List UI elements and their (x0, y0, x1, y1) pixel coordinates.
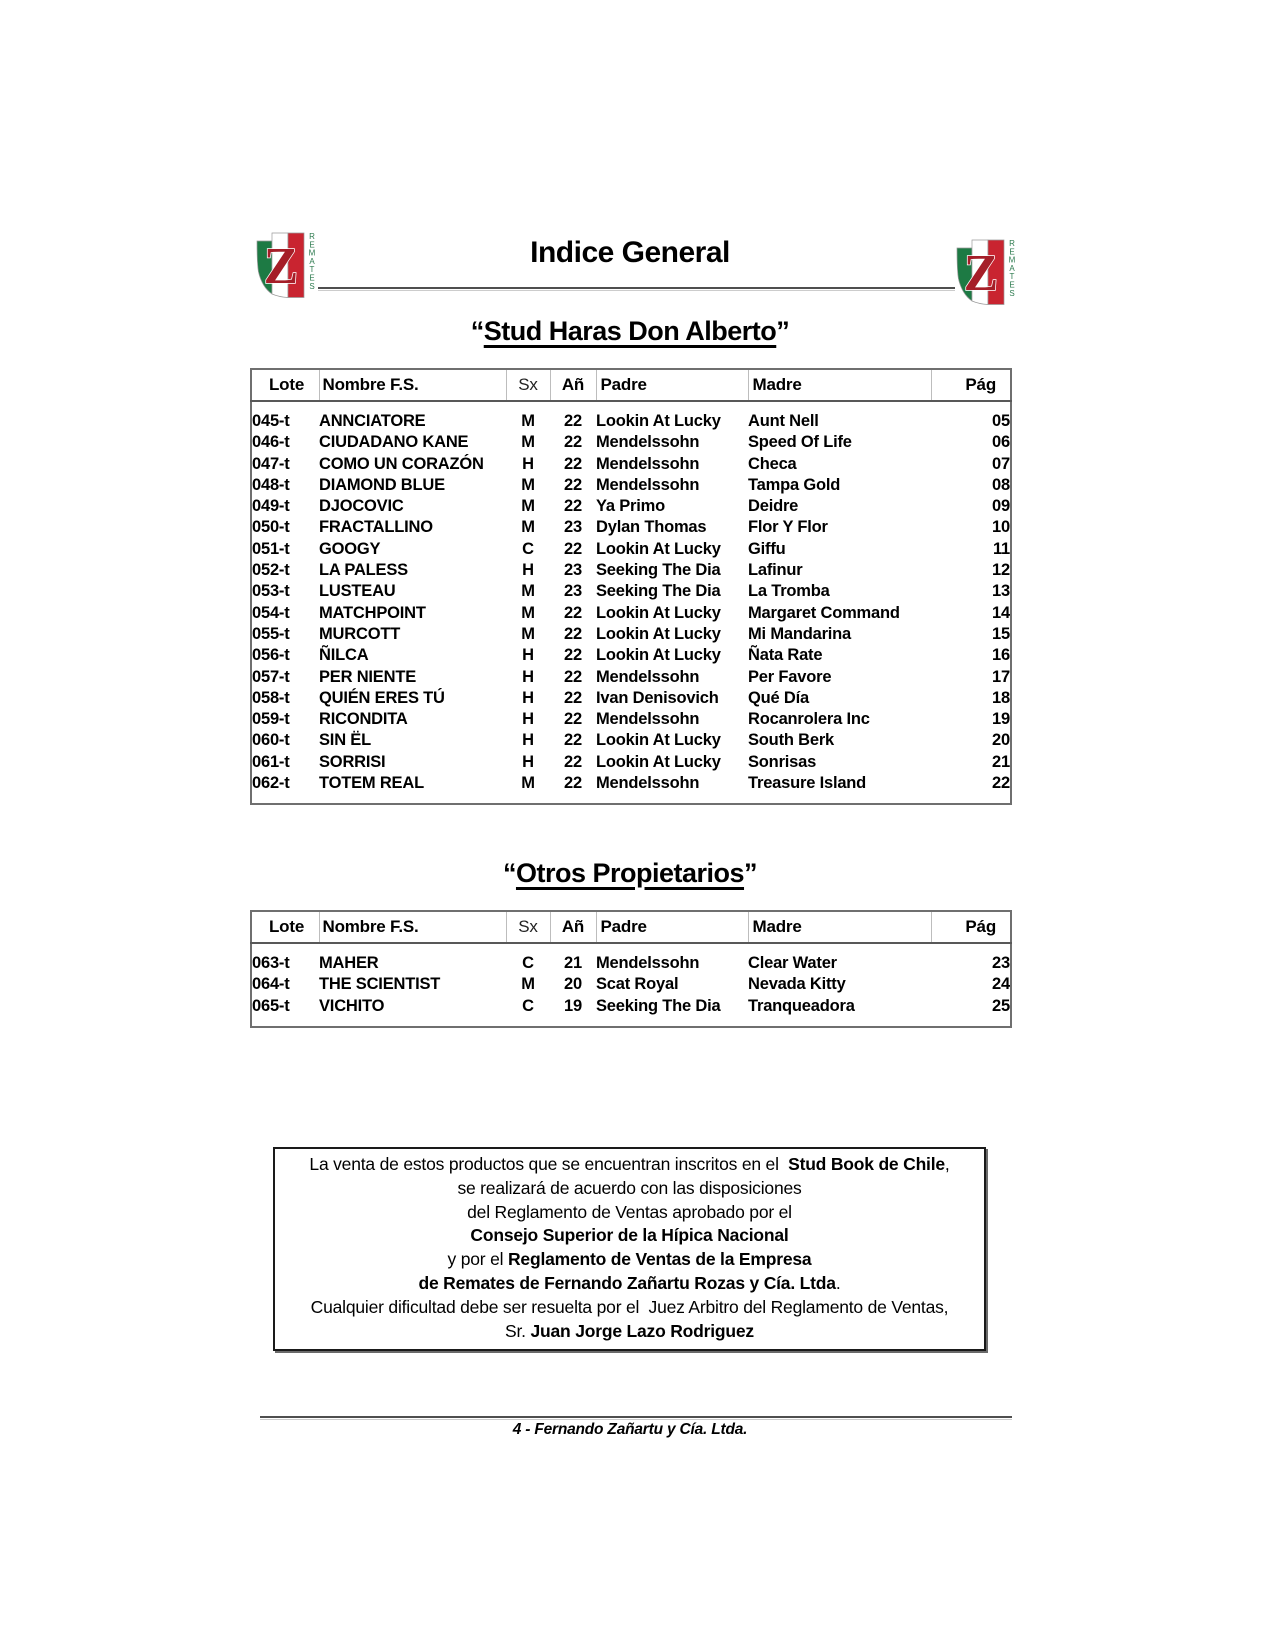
table-cell-sx: C (522, 954, 534, 972)
table-cell-lote: 061-t (252, 752, 290, 771)
header-rule (318, 287, 955, 291)
table-cell-an: 22 (564, 412, 582, 430)
notice-text-segment: Cualquier dificultad debe ser resuelta por el Juez Arbitro del Reglamento de Ventas, (310, 1296, 949, 1317)
table-cell-an: 19 (564, 996, 582, 1015)
table-cell-nombre: MURCOTT (319, 624, 401, 643)
table-cell-sx: H (522, 561, 534, 580)
column-header-pag: Pág (931, 911, 1011, 943)
table-cell-lote: 065-t (252, 996, 290, 1015)
table-row (251, 454, 1011, 475)
logo-vertical-text: R E M A T E S (308, 232, 316, 291)
table-cell-padre: Lookin At Lucky (596, 412, 721, 430)
table-cell-pag: 19 (992, 710, 1010, 729)
table-body (251, 401, 1011, 804)
footer-text: 4 - Fernando Zañartu y Cía. Ltda. (512, 1421, 748, 1438)
table-cell-sx: H (522, 710, 534, 729)
table-row (251, 560, 1011, 581)
notice-line (285, 1177, 974, 1201)
column-header-lote: Lote (251, 911, 319, 943)
table-cell-lote: 045-t (252, 412, 290, 430)
table-cell-sx: M (521, 582, 535, 601)
table-cell-nombre: COMO UN CORAZÓN (319, 454, 484, 473)
table-cell-sx: C (522, 539, 534, 558)
notice-text-segment: Sr. (505, 1320, 531, 1341)
table-cell-padre: Scat Royal (596, 975, 679, 994)
table-cell-padre: Mendelssohn (596, 667, 700, 686)
table-cell-pag: 07 (992, 454, 1010, 473)
table-cell-lote: 058-t (252, 688, 290, 707)
table-cell-nombre: DIAMOND BLUE (319, 475, 445, 494)
table-cell-nombre: FRACTALLINO (319, 518, 433, 537)
notice-line (285, 1248, 974, 1272)
logo-letter-z: Z (963, 245, 999, 302)
notice-text-segment: Juan Jorge Lazo Rodriguez (530, 1320, 754, 1341)
table-cell-nombre: VICHITO (319, 996, 385, 1015)
notice-line (285, 1153, 974, 1177)
table-cell-an: 23 (564, 561, 582, 580)
table-cell-lote: 053-t (252, 582, 290, 601)
table-row (251, 517, 1011, 538)
table-cell-madre: Qué Día (748, 688, 809, 707)
notice-line (285, 1201, 974, 1225)
table-row (251, 730, 1011, 751)
table-cell-sx: H (522, 688, 534, 707)
table-row (251, 773, 1011, 804)
notice-text-segment: Stud Book de Chile (788, 1154, 945, 1174)
table-cell-lote: 055-t (252, 624, 290, 643)
table-cell-padre: Mendelssohn (596, 475, 700, 494)
table-cell-an: 22 (564, 433, 582, 452)
table-cell-an: 22 (564, 667, 582, 686)
table-cell-sx: H (522, 454, 534, 473)
table-cell-padre: Ya Primo (596, 497, 666, 516)
table-cell-nombre: LUSTEAU (319, 582, 396, 601)
table-cell-madre: Rocanrolera Inc (748, 710, 870, 729)
table-cell-lote: 063-t (252, 954, 290, 972)
table-cell-lote: 054-t (252, 603, 290, 622)
table-cell-padre: Mendelssohn (596, 774, 700, 793)
table-cell-pag: 09 (992, 497, 1010, 516)
column-header-sx: Sx (506, 911, 550, 943)
page-title: Indice General (530, 236, 730, 269)
table-row (251, 475, 1011, 496)
column-header-nombre: Nombre F.S. (319, 911, 506, 943)
table-cell-pag: 11 (992, 539, 1010, 558)
section-title-stud-haras-don-alberto (250, 316, 1010, 347)
table-cell-madre: Speed Of Life (748, 433, 852, 452)
column-header-sx: Sx (506, 369, 550, 401)
table-cell-nombre: MAHER (319, 954, 379, 972)
table-cell-an: 22 (564, 603, 582, 622)
table-cell-madre: Checa (748, 454, 797, 473)
table-body (251, 943, 1011, 1027)
table-row (251, 624, 1011, 645)
table-cell-pag: 22 (992, 774, 1010, 793)
table-cell-padre: Ivan Denisovich (596, 688, 719, 707)
table-header-row (251, 911, 1011, 943)
table-cell-nombre: GOOGY (319, 539, 381, 558)
table-cell-madre: Nevada Kitty (748, 975, 846, 994)
column-header-lote: Lote (251, 369, 319, 401)
logo-letter-z: Z (263, 238, 299, 295)
table-cell-pag: 24 (992, 975, 1010, 994)
table-cell-madre: Aunt Nell (748, 412, 819, 430)
table-cell-padre: Seeking The Dia (596, 582, 721, 601)
notice-line (285, 1272, 974, 1296)
quote-mark: “ (470, 316, 484, 346)
table-cell-padre: Dylan Thomas (596, 518, 707, 537)
table-cell-an: 22 (564, 688, 582, 707)
table-cell-madre: Lafinur (748, 561, 803, 580)
table-cell-pag: 14 (992, 603, 1010, 622)
table-cell-sx: C (522, 996, 534, 1015)
table-cell-madre: Ñata Rate (748, 646, 823, 665)
table-cell-madre: Deidre (748, 497, 799, 516)
table-cell-madre: La Tromba (748, 582, 830, 601)
table-cell-padre: Mendelssohn (596, 954, 700, 972)
notice-text-segment: se realizará de acuerdo con las disposiciones (457, 1177, 802, 1198)
table-cell-nombre: ANNCIATORE (319, 412, 426, 430)
table-cell-an: 22 (564, 497, 582, 516)
table-cell-madre: Giffu (748, 539, 786, 558)
notice-text-segment: Reglamento de Ventas de la Empresa (507, 1249, 812, 1270)
table-cell-padre: Mendelssohn (596, 454, 700, 473)
table-cell-sx: H (522, 667, 534, 686)
table-cell-sx: M (521, 497, 535, 516)
table-cell-pag: 15 (992, 624, 1010, 643)
table-cell-padre: Lookin At Lucky (596, 752, 721, 771)
logo-vertical-text: R E M A T E S (1008, 239, 1016, 298)
table-cell-pag: 08 (992, 475, 1010, 494)
table-cell-padre: Mendelssohn (596, 433, 700, 452)
table-cell-pag: 10 (992, 518, 1010, 537)
table-cell-nombre: SORRISI (319, 752, 386, 771)
quote-mark: “ (502, 858, 516, 888)
table-cell-lote: 060-t (252, 731, 290, 750)
table-cell-nombre: ÑILCA (319, 646, 369, 665)
table-row (251, 974, 1011, 995)
table-row (251, 539, 1011, 560)
table-cell-pag: 18 (992, 688, 1010, 707)
table-cell-madre: Margaret Command (748, 603, 900, 622)
notice-lines (285, 1153, 974, 1343)
table-row (251, 581, 1011, 602)
table-cell-lote: 057-t (252, 667, 290, 686)
column-header-padre: Padre (596, 911, 748, 943)
table-cell-pag: 23 (992, 954, 1010, 972)
notice-line (285, 1320, 974, 1344)
table-cell-nombre: CIUDADANO KANE (319, 433, 469, 452)
table-cell-sx: M (521, 518, 535, 537)
table-cell-pag: 13 (992, 582, 1010, 601)
table-cell-lote: 050-t (252, 518, 290, 537)
notice-text-segment: . (835, 1272, 841, 1293)
table-row (251, 752, 1011, 773)
table-cell-pag: 12 (992, 561, 1010, 580)
table-cell-an: 20 (564, 975, 582, 994)
table-cell-lote: 049-t (252, 497, 290, 516)
table-cell-an: 22 (564, 731, 582, 750)
table-cell-nombre: MATCHPOINT (319, 603, 426, 622)
table-cell-an: 22 (564, 475, 582, 494)
notice-text-segment: Consejo Superior de la Hípica Nacional (470, 1225, 789, 1246)
table-cell-sx: H (522, 646, 534, 665)
table-cell-padre: Lookin At Lucky (596, 539, 721, 558)
table-cell-an: 23 (564, 518, 582, 537)
table-cell-sx: H (522, 752, 534, 771)
table-cell-padre: Seeking The Dia (596, 561, 721, 580)
table-cell-sx: M (521, 975, 535, 994)
table-cell-lote: 062-t (252, 774, 290, 793)
table-cell-nombre: LA PALESS (319, 561, 408, 580)
table-cell-pag: 05 (992, 412, 1010, 430)
section-title-otros-propietarios (250, 858, 1010, 889)
table-cell-madre: Treasure Island (748, 774, 867, 793)
notice-text-segment: , (944, 1154, 950, 1174)
notice-text-segment: La venta de estos productos que se encuentran inscritos en el (309, 1154, 789, 1174)
table-row (251, 401, 1011, 432)
table-cell-nombre: THE SCIENTIST (319, 975, 441, 994)
table-cell-madre: Tranqueadora (748, 996, 855, 1015)
table-cell-lote: 059-t (252, 710, 290, 729)
notice-line (285, 1224, 974, 1248)
table-cell-pag: 17 (992, 667, 1010, 686)
footer-rule (260, 1416, 1012, 1420)
table-cell-padre: Mendelssohn (596, 710, 700, 729)
table-cell-an: 22 (564, 752, 582, 771)
table-cell-madre: South Berk (748, 731, 835, 750)
index-table-stud-haras (250, 368, 1012, 805)
table-cell-an: 21 (564, 954, 582, 972)
column-header-madre: Madre (748, 369, 931, 401)
table-cell-pag: 06 (992, 433, 1010, 452)
table-row (251, 667, 1011, 688)
table-cell-madre: Tampa Gold (748, 475, 841, 494)
table-cell-lote: 046-t (252, 433, 290, 452)
table-cell-lote: 047-t (252, 454, 290, 473)
table-cell-nombre: PER NIENTE (319, 667, 417, 686)
notice-text-segment: del Reglamento de Ventas aprobado por el (467, 1201, 792, 1222)
table-cell-sx: M (521, 603, 535, 622)
table-row (251, 645, 1011, 666)
table-row (251, 688, 1011, 709)
notice-text-segment: de Remates de Fernando Zañartu Rozas y Cía. Ltda (418, 1272, 836, 1293)
table-cell-nombre: QUIÉN ERES TÚ (319, 688, 445, 707)
table-cell-lote: 051-t (252, 539, 290, 558)
section-title-text: Stud Haras Don Alberto (483, 316, 777, 346)
table-row (251, 709, 1011, 730)
table-row (251, 943, 1011, 974)
table-cell-pag: 16 (992, 646, 1010, 665)
table-cell-nombre: DJOCOVIC (319, 497, 404, 516)
table-cell-an: 22 (564, 454, 582, 473)
notice-box (273, 1147, 986, 1351)
table-cell-sx: M (521, 412, 535, 430)
column-header-an: Añ (550, 369, 596, 401)
table-cell-an: 22 (564, 539, 582, 558)
table-row (251, 996, 1011, 1027)
table-cell-lote: 052-t (252, 561, 290, 580)
table-cell-pag: 21 (992, 752, 1010, 771)
quote-mark: ” (776, 316, 790, 346)
table-cell-an: 22 (564, 710, 582, 729)
table-cell-padre: Seeking The Dia (596, 996, 721, 1015)
table-cell-madre: Per Favore (748, 667, 832, 686)
table-cell-lote: 056-t (252, 646, 290, 665)
table-cell-lote: 048-t (252, 475, 290, 494)
table-cell-padre: Lookin At Lucky (596, 624, 721, 643)
column-header-nombre: Nombre F.S. (319, 369, 506, 401)
table-row (251, 432, 1011, 453)
table-cell-sx: M (521, 475, 535, 494)
table-cell-sx: M (521, 433, 535, 452)
table-cell-nombre: RICONDITA (319, 710, 408, 729)
column-header-madre: Madre (748, 911, 931, 943)
table-cell-madre: Clear Water (748, 954, 837, 972)
table-cell-padre: Lookin At Lucky (596, 646, 721, 665)
table-cell-an: 22 (564, 624, 582, 643)
table-header-row (251, 369, 1011, 401)
index-table-otros-propietarios (250, 910, 1012, 1028)
table-cell-an: 22 (564, 646, 582, 665)
table-row (251, 496, 1011, 517)
table-cell-sx: M (521, 774, 535, 793)
column-header-pag: Pág (931, 369, 1011, 401)
notice-line (285, 1296, 974, 1320)
column-header-an: Añ (550, 911, 596, 943)
table-cell-an: 22 (564, 774, 582, 793)
table-cell-lote: 064-t (252, 975, 290, 994)
table-cell-madre: Flor Y Flor (748, 518, 828, 537)
table-cell-madre: Sonrisas (748, 752, 817, 771)
table-row (251, 603, 1011, 624)
section-title-text: Otros Propietarios (515, 858, 745, 888)
table-cell-nombre: TOTEM REAL (319, 774, 424, 793)
quote-mark: ” (744, 858, 758, 888)
table-cell-nombre: SIN ËL (319, 731, 371, 750)
table-cell-pag: 20 (992, 731, 1010, 750)
table-cell-an: 23 (564, 582, 582, 601)
table-cell-sx: H (522, 731, 534, 750)
table-cell-padre: Lookin At Lucky (596, 731, 721, 750)
notice-text-segment: y por el (447, 1249, 508, 1270)
table-cell-madre: Mi Mandarina (748, 624, 852, 643)
column-header-padre: Padre (596, 369, 748, 401)
table-cell-padre: Lookin At Lucky (596, 603, 721, 622)
table-cell-sx: M (521, 624, 535, 643)
table-cell-pag: 25 (992, 996, 1010, 1015)
